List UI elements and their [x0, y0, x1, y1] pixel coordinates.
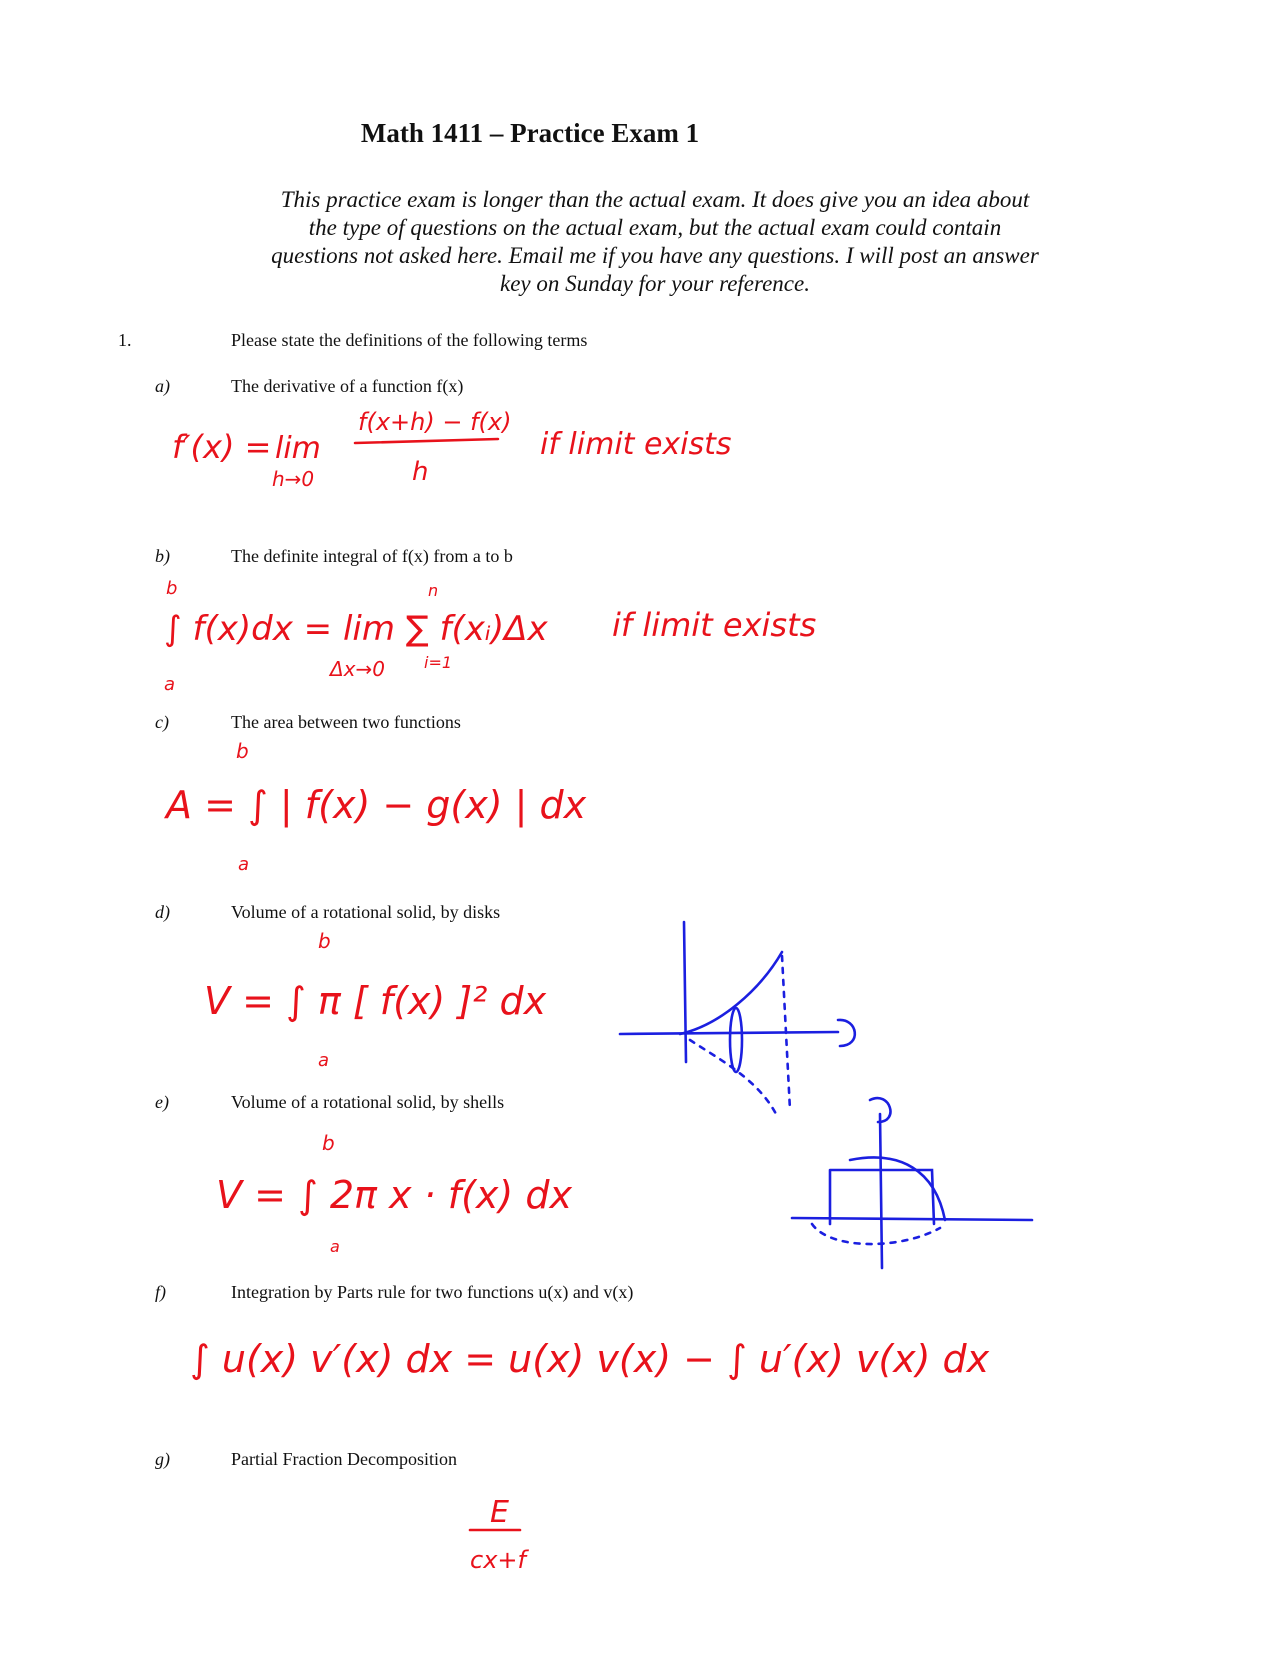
part-text-d: Volume of a rotational solid, by disks [231, 902, 501, 922]
disk-sketch-mirror-curve [690, 1040, 778, 1118]
shell-sketch-y-axis [880, 1114, 882, 1268]
disk-sketch-y-axis [684, 922, 686, 1062]
disk-sketch-disk [730, 1008, 742, 1072]
answer-a-denominator: h [412, 457, 429, 487]
part-label-c: c) [155, 712, 169, 732]
part-text-c: The area between two functions [231, 712, 461, 732]
answer-b-sum-bottom: i=1 [424, 653, 453, 672]
answer-f-expr: ∫ u(x) v′(x) dx = u(x) v(x) − ∫ u′(x) v(x) dx [190, 1337, 990, 1381]
part-label-f: f) [155, 1282, 166, 1302]
disk-sketch-rotation-arrow [838, 1020, 855, 1046]
shell-sketch-curve [850, 1158, 945, 1221]
answer-d-upper-limit: b [318, 929, 331, 953]
part-label-e: e) [155, 1092, 169, 1112]
answer-g-numerator: E [490, 1495, 509, 1530]
part-label-a: a) [155, 376, 170, 396]
shell-sketch-rotation-arrow [870, 1098, 890, 1122]
part-text-b: The definite integral of f(x) from a to b [231, 546, 513, 566]
answer-a-lim-sub: h→0 [272, 467, 315, 491]
answer-b-note: if limit exists [612, 606, 817, 644]
answer-b-sum-top: n [428, 581, 439, 600]
answer-c-expr: A = ∫ | f(x) − g(x) | dx [166, 783, 587, 827]
answer-a-lim: lim [275, 431, 321, 466]
disk-sketch-x-axis [620, 1032, 838, 1034]
answer-g-denominator: cx+f [470, 1546, 526, 1574]
part-label-g: g) [155, 1449, 170, 1469]
disk-sketch-edge [782, 956, 790, 1110]
answer-c-upper-limit: b [236, 739, 249, 763]
shell-sketch-x-axis [792, 1218, 1032, 1220]
answer-e-upper-limit: b [322, 1131, 335, 1155]
shell-sketch-base [812, 1224, 940, 1244]
answer-a-lhs: f′(x) = [172, 428, 272, 466]
part-text-g: Partial Fraction Decomposition [231, 1449, 457, 1469]
answer-a-note: if limit exists [540, 427, 732, 462]
part-text-f: Integration by Parts rule for two functions u(x) and v(x) [231, 1282, 634, 1302]
part-text-e: Volume of a rotational solid, by shells [231, 1092, 505, 1112]
answer-b-upper-limit: b [166, 578, 178, 599]
question-prompt: Please state the definitions of the following terms [231, 330, 588, 350]
intro-paragraph: This practice exam is longer than the actual exam. It does give you an idea about the type of questions on the actual exam, but the actual exam could contain questions not asked here. Email me if you have any questions. I will post an answer key on Sunday for your reference. [271, 187, 1039, 296]
answer-e-lower-limit: a [330, 1237, 340, 1256]
part-text-a: The derivative of a function f(x) [231, 376, 464, 396]
page-title: Math 1411 – Practice Exam 1 [360, 118, 700, 148]
answer-a-fraction-bar [355, 439, 498, 443]
answer-a-numerator: f(x+h) − f(x) [358, 408, 512, 436]
answer-d-expr: V = ∫ π [ f(x) ]² dx [204, 979, 547, 1023]
disk-sketch-curve [680, 952, 782, 1034]
answer-c-lower-limit: a [238, 854, 250, 875]
answer-e-expr: V = ∫ 2π x · f(x) dx [216, 1173, 572, 1217]
answer-d-lower-limit: a [318, 1050, 330, 1071]
answer-b-lower-limit: a [164, 674, 176, 695]
answer-b-lim-sub: Δx→0 [330, 657, 385, 681]
question-number: 1. [118, 330, 132, 350]
part-label-d: d) [155, 902, 170, 922]
part-label-b: b) [155, 546, 170, 566]
shell-sketch-cylinder [830, 1170, 934, 1224]
answer-b-expr: ∫ f(x)dx = lim ∑ f(xᵢ)Δx [164, 609, 548, 649]
